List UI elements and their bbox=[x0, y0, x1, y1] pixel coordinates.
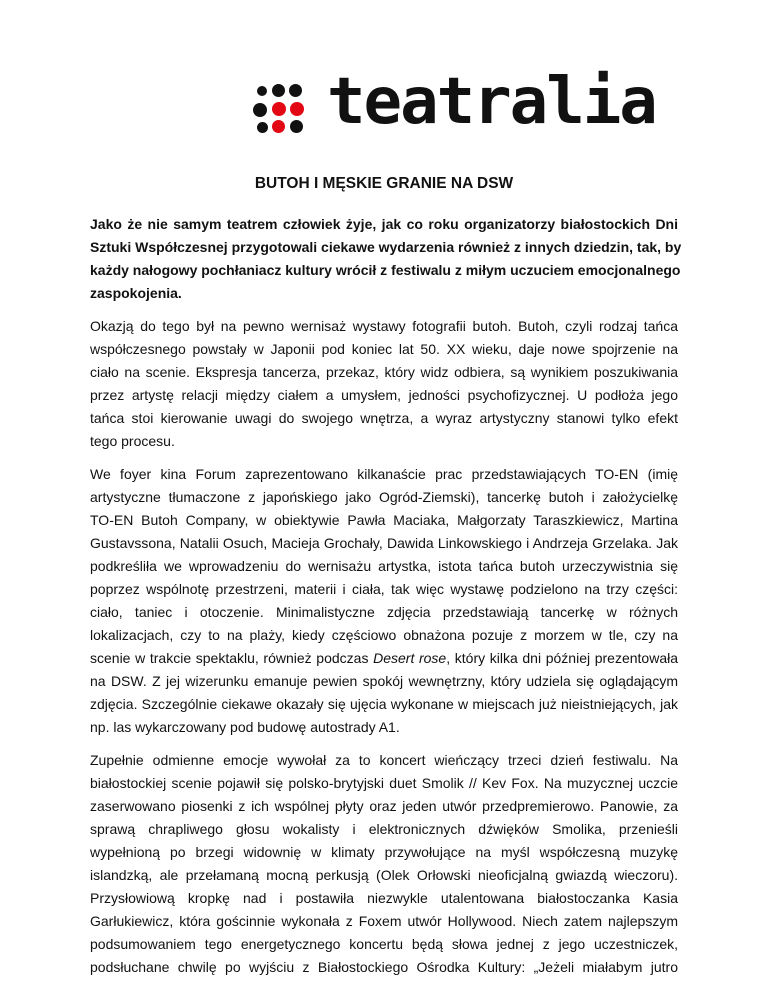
text-line: lokalizacjach, czy to na plaży, kiedy częściowo obnażona pozuje z morzem w tle, czy na bbox=[90, 627, 678, 643]
text-line: TO-EN Butoh Company, w obiektywie Pawła Maciaka, Małgorzaty Taraszkiewicz, Martina bbox=[90, 512, 678, 528]
text-line: podsłuchane chwilę po wyjściu z Białostockiego Ośrodka Kultury: „Jeżeli miałabym jutro bbox=[90, 959, 678, 975]
text-line: ciało na scenie. Ekspresja tancerza, przekaz, który widz odbiera, są wynikiem poszukiwania bbox=[90, 364, 678, 380]
text-line: islandzką, ale przełamaną mocną perkusją (Olek Orłowski nieoficjalną gwiazdą wieczoru). bbox=[90, 867, 678, 883]
paragraph-butoh bbox=[90, 315, 678, 453]
teatralia-logo bbox=[253, 65, 656, 139]
article-body bbox=[90, 213, 682, 989]
text-line: Gustavssona, Natalii Osuch, Macieja Grochały, Dawida Linkowskiego i Andrzeja Grzelaka. Jak bbox=[90, 535, 678, 551]
logo-dots-icon bbox=[253, 84, 315, 136]
text-line: Garłukiewicz, która gościnnie wykonała z Foxem utwór Hollywood. Niech zatem najlepszym bbox=[90, 913, 678, 929]
paragraph-concert bbox=[90, 749, 678, 979]
logo-dot bbox=[289, 84, 302, 97]
article-title: BUTOH I MĘSKIE GRANIE NA DSW bbox=[254, 175, 514, 192]
text-line: Sztuki Współczesnej przygotowali ciekawe wydarzenia również z innych dziedzin, tak, by bbox=[90, 239, 682, 255]
text-line: poprzez wspólnotę przestrzeni, materii i ciała, tak więc wystawę podzielono na trzy części: bbox=[90, 581, 678, 597]
text-line: ciało, taniec i otoczenie. Minimalistyczne zdjęcia przedstawiają tancerkę w różnych bbox=[90, 604, 678, 620]
text-line: tego procesu. bbox=[90, 433, 175, 449]
text-line: Przysłowiową kropkę nad i postawiła niezwykle utalentowana białostoczanka Kasia bbox=[90, 890, 678, 906]
logo-dot bbox=[272, 102, 286, 116]
text-line bbox=[90, 647, 678, 670]
text-line: podkreśliła we wprowadzeniu do wernisażu artystka, istota tańca butoh urzeczywistnia się bbox=[90, 558, 678, 574]
text-line: każdy nałogowy pochłaniacz kultury wrócił z festiwalu z miłym uczuciem emocjonalnego bbox=[90, 262, 681, 278]
logo-dot bbox=[257, 122, 268, 133]
logo-dot bbox=[253, 103, 267, 117]
text-line: We foyer kina Forum zaprezentowano kilkanaście prac przedstawiających TO-EN (imię bbox=[90, 466, 678, 482]
text-line: tańca stoi kierowanie uwagi do swojego wnętrza, a wyraz artystyczny stanowi tylko efekt bbox=[90, 410, 678, 426]
text-line: przez artystę relacji między ciałem a umysłem, jedności psychofizycznej. U podłoża jego bbox=[90, 387, 678, 403]
text-line: zaspokojenia. bbox=[90, 285, 182, 301]
text-line: współczesnego powstały w Japonii pod koniec lat 50. XX wieku, daje nowe spojrzenie na bbox=[90, 341, 678, 357]
text-line: na DSW. Z jej wizerunku emanuje pewien spokój wewnętrzny, który udziela się oglądającym bbox=[90, 673, 678, 689]
text-fragment: scenie w trakcie spektaklu, również podczas bbox=[90, 650, 374, 666]
text-line: Jako że nie samym teatrem człowiek żyje, jak co roku organizatorzy białostockich Dni bbox=[90, 216, 678, 232]
logo-dot bbox=[290, 120, 303, 133]
text-line: np. las wykarczowany pod budowę autostrady A1. bbox=[90, 719, 400, 735]
logo-dot bbox=[272, 120, 285, 133]
text-line: wypełnioną po brzegi widownię w klimaty przywołujące na myśl współczesną muzykę bbox=[90, 844, 678, 860]
text-line: Okazją do tego był na pewno wernisaż wystawy fotografii butoh. Butoh, czyli rodzaj tańca bbox=[90, 318, 678, 334]
text-line: Zupełnie odmienne emocje wywołał za to koncert wieńczący trzeci dzień festiwalu. Na bbox=[90, 752, 678, 768]
text-line: sprawą chrapliwego głosu wokalisty i elektronicznych dźwięków Smolika, przenieśli bbox=[90, 821, 678, 837]
text-line: artystyczne tłumaczone z japońskiego jako Ogród-Ziemski), tancerkę butoh i założycielkę bbox=[90, 489, 678, 505]
text-line: białostockiej scenie pojawił się polsko-brytyjski duet Smolik // Kev Fox. Na muzycznej uczcie bbox=[90, 775, 678, 791]
lead-paragraph bbox=[90, 213, 682, 305]
logo-dot bbox=[290, 102, 304, 116]
text-line: zdjęcia. Szczególnie ciekawe okazały się ujęcia wykonane w miejscach już nieistniejących, jak bbox=[90, 696, 678, 712]
paragraph-exhibition bbox=[90, 463, 678, 739]
logo-dot bbox=[257, 86, 267, 96]
performance-title: Desert rose bbox=[373, 650, 447, 666]
logo-wordmark: teatralia bbox=[327, 65, 656, 139]
text-fragment: , który kilka dni później prezentowała bbox=[446, 650, 679, 666]
text-line: podsumowaniem tego energetycznego koncertu będą słowa jednej z jego uczestniczek, bbox=[90, 936, 678, 952]
text-line: zaserwowano piosenki z ich wspólnej płyty oraz jeden utwór przedpremierowo. Panowie, za bbox=[90, 798, 678, 814]
logo-dot bbox=[272, 84, 285, 97]
